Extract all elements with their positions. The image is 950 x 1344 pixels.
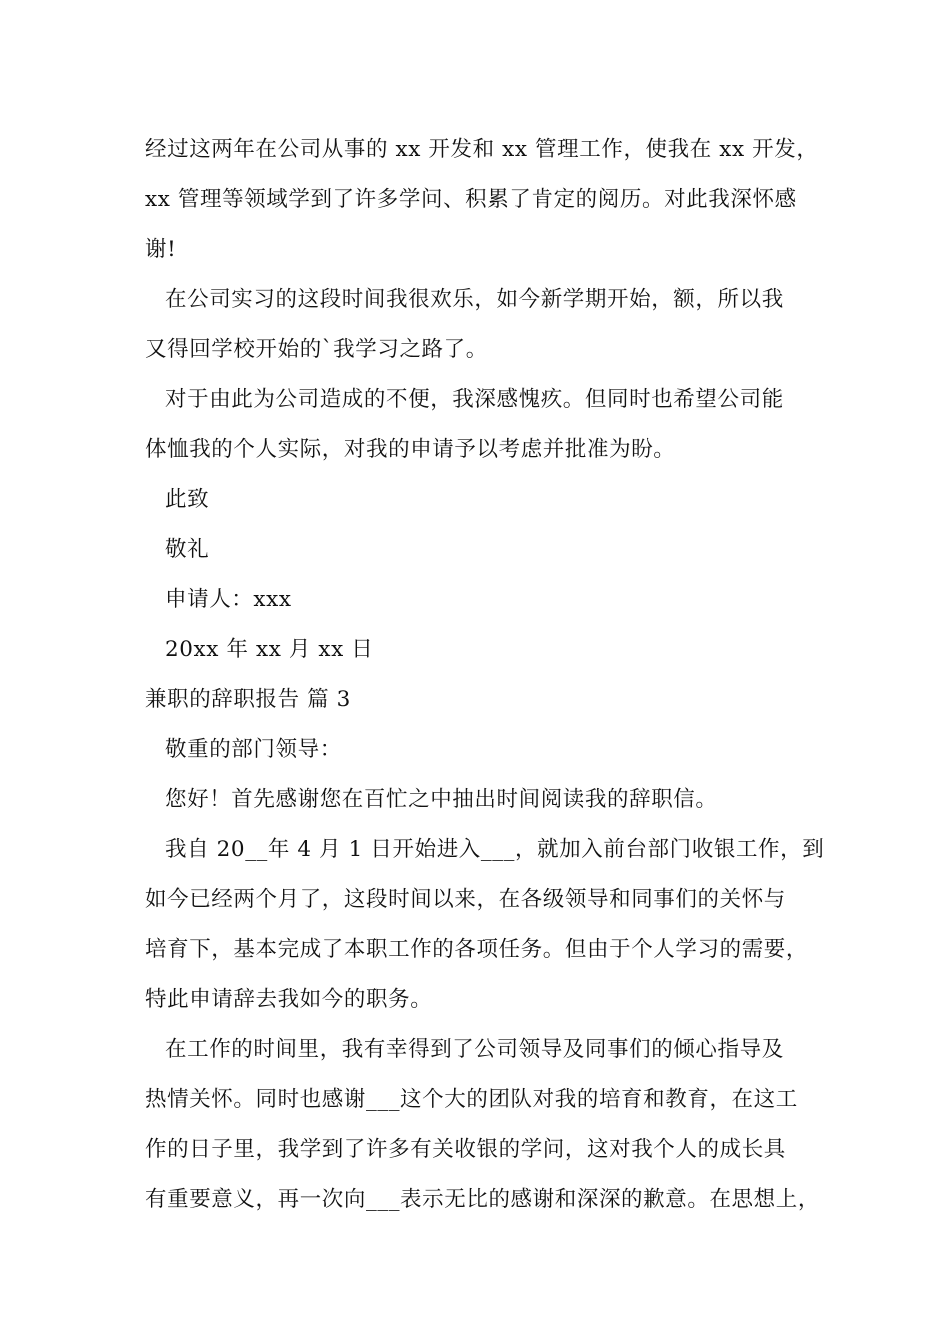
paragraph-line: 我自 20__年 4 月 1 日开始进入___，就加入前台部门收银工作，到 — [165, 837, 825, 862]
closing-line: 此致 — [165, 487, 210, 512]
paragraph-line: 作的日子里，我学到了许多有关收银的学问，这对我个人的成长具 — [145, 1137, 786, 1162]
salutation-line: 敬重的部门领导： — [165, 737, 342, 762]
paragraph-line: 您好！首先感谢您在百忙之中抽出时间阅读我的辞职信。 — [165, 787, 718, 812]
paragraph-line: 特此申请辞去我如今的职务。 — [145, 987, 433, 1012]
date-line: 20xx 年 xx 月 xx 日 — [165, 637, 374, 662]
section-title: 兼职的辞职报告 篇 3 — [145, 687, 351, 712]
paragraph-line: 在公司实习的这段时间我很欢乐，如今新学期开始，额，所以我 — [165, 287, 784, 312]
paragraph-line: 谢! — [145, 237, 177, 262]
paragraph-line: 体恤我的个人实际，对我的申请予以考虑并批准为盼。 — [145, 437, 676, 462]
paragraph-line: 培育下，基本完成了本职工作的各项任务。但由于个人学习的需要， — [145, 937, 809, 962]
paragraph-line: 对于由此为公司造成的不便，我深感愧疚。但同时也希望公司能 — [165, 387, 784, 412]
closing-line: 敬礼 — [165, 537, 210, 562]
paragraph-line: 有重要意义，再一次向___表示无比的感谢和深深的歉意。在思想上， — [145, 1187, 820, 1212]
paragraph-line: 经过这两年在公司从事的 xx 开发和 xx 管理工作，使我在 xx 开发， — [145, 137, 819, 162]
paragraph-line: 在工作的时间里，我有幸得到了公司领导及同事们的倾心指导及 — [165, 1037, 784, 1062]
paragraph-line: 热情关怀。同时也感谢___这个大的团队对我的培育和教育，在这工 — [145, 1087, 798, 1112]
paragraph-line: 又得回学校开始的`我学习之路了。 — [145, 337, 488, 362]
paragraph-line: xx 管理等领域学到了许多学问、积累了肯定的阅历。对此我深怀感 — [145, 187, 797, 212]
applicant-line: 申请人：xxx — [165, 587, 292, 612]
paragraph-line: 如今已经两个月了，这段时间以来，在各级领导和同事们的关怀与 — [145, 887, 786, 912]
